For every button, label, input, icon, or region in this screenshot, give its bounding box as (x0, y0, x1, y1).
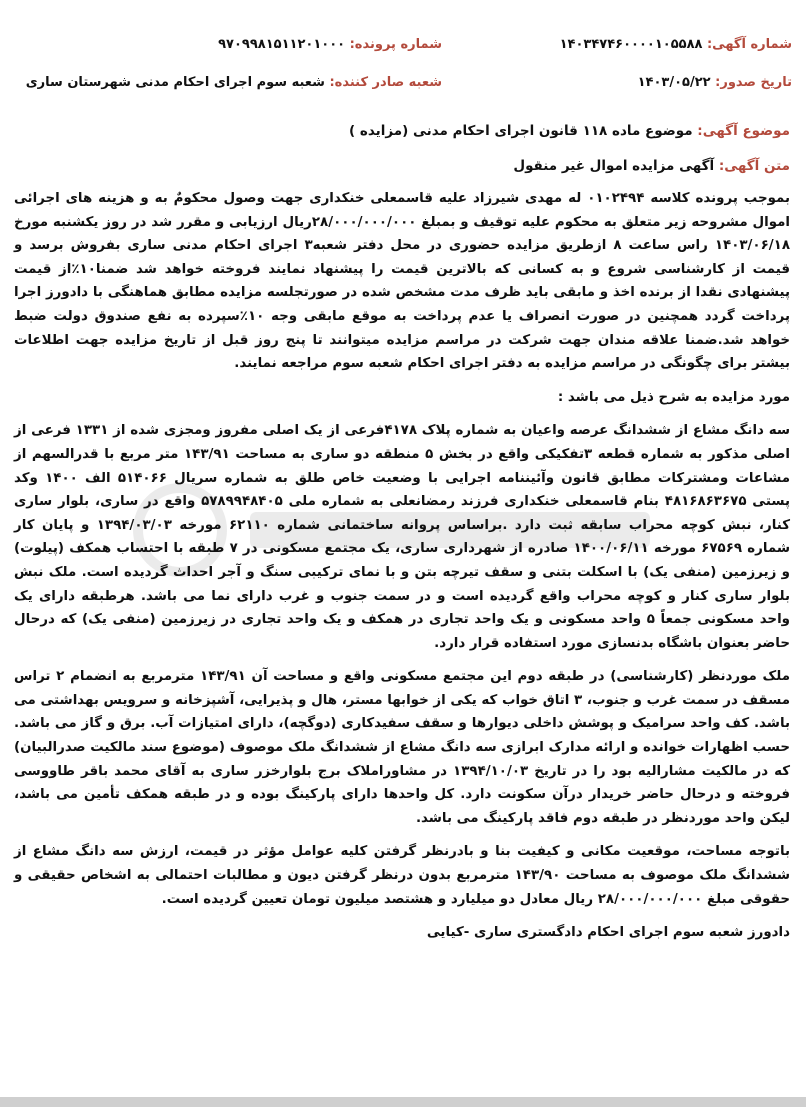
issuer-value: شعبه سوم اجرای احکام مدنی شهرستان ساری (25, 75, 325, 90)
case-number-label: شماره پرونده: (349, 37, 442, 52)
text-header-value: آگهی مزایده اموال غیر منقول (513, 158, 715, 174)
paragraph-valuation: باتوجه مساحت، موقعیت مکانی و کیفیت بنا و بادرنظر گرفتن کلیه عوامل مؤثر در قیمت، ارزش سه دانگ مشاع از ششدانگ ملک موصوف به مساحت ۱۴۳/۹۰ مترمربع بدون درنظر گرفتن دیون و مطالبات احتمالی به اشخاص حقیقی و حقوقی مبلغ ۲۸/۰۰۰/۰۰۰/۰۰۰ ریال معادل دو میلیارد و هشتصد میلیون تومان تعیین گردیده است. (14, 844, 790, 907)
paragraph-unit-details: ملک موردنظر (کارشناسی) در طبقه دوم این مجتمع مسکونی واقع و مساحت آن ۱۴۳/۹۱ مترمربع به انضمام ۲ تراس مسقف در سمت غرب و جنوب، ۳ اتاق خواب که یکی از خوابها مستر، هال و پذیرایی، آشپزخانه و سرویس بهداشتی می باشد. کف واحد سرامیک و پوشش داخلی دیوارها و سقف سفیدکاری (دوگچه)، دارای امتیازات آب. برق و گاز می باشد. حسب اظهارات خوانده و ارائه مدارک ابرازی سه دانگ مشاع از ششدانگ ملک موصوف (موضوع سند مالکیت صدرالبیان) که در مالکیت مشارالیه بود را در تاریخ ۱۳۹۴/۱۰/۰۳ در مشاوراملاک برج بلوارخزر ساری به آقای محمد باقر طاووسی فروخته و درحال حاضر خریدار درآن سکونت دارد. کل واحدها دارای پارکینگ بوده و در طبقه همکف تأمین می باشد، لیکن واحد موردنظر در طبقه دوم فاقد پارکینگ می باشد. (14, 669, 790, 826)
issue-date (638, 70, 792, 96)
case-number-value: ۹۷۰۹۹۸۱۵۱۱۲۰۱۰۰۰ (218, 37, 346, 52)
paragraph-property-description: سه دانگ مشاع از ششدانگ عرصه واعیان به شماره پلاک ۴۱۷۸فرعی از یک اصلی مفروز ومجزی شده از ۱۳۳۱ فرعی از اصلی مذکور به شماره قطعه ۳تفکیکی واقع در بخش ۵ منطقه دو ساری به مساحت ۱۴۳/۹۱ متر مربع با قدرالسهم از مشاعات ومشترکات مطابق قانون وآئیننامه اجرایی با وضعیت خاص طلق به شماره سریال ۵۱۴۰۶۶ الف ۱۴۰۰ وکد پستی ۴۸۱۶۸۶۳۶۷۵ بنام قاسمعلی خنکداری فرزند رمضانعلی به شماره ملی ۵۷۸۹۹۴۸۴۰۵ واقع در ساری، بلوار ساری کنار، نبش کوچه محراب سابقه ثبت دارد .براساس پروانه ساختمانی شماره ۶۲۱۱۰ مورخه ۱۳۹۴/۰۳/۰۳ و پایان کار شماره ۶۷۵۶۹ مورخه ۱۴۰۰/۰۶/۱۱ صادره از شهرداری ساری، یک مجتمع مسکونی در ۷ طبقه با احتساب همکف (پیلوت) و زیرزمین (منفی یک) با اسکلت بتنی و سقف تیرچه بتن و با نمای ترکیبی سنگ و آجر احداث گردیده است. ملک نبش بلوار ساری کنار و کوچه محراب واقع گردیده است و در سمت جنوب و غرب دارای نما می باشد. هرطبقه دارای یک واحد مسکونی جمعاً ۵ واحد مسکونی و یک واحد تجاری در همکف و یک واحد تجاری در زیرزمین (منفی یک) که درحال حاضر بعنوان باشگاه بدنسازی مورد استفاده قرار دارد. (14, 423, 791, 651)
subject-label: موضوع آگهی: (697, 123, 790, 139)
issue-date-label: تاریخ صدور: (715, 75, 792, 90)
issuer-label: شعبه صادر کننده: (329, 75, 442, 90)
header-row-1 (14, 32, 792, 58)
paragraph-intro: بموجب پرونده کلاسه ۰۱۰۲۴۹۴ له مهدی شیرزاد علیه قاسمعلی خنکداری جهت وصول محکومٌ به و هزینه های اجرائی اموال مشروحه زیر متعلق به محکوم علیه توقیف و بمبلغ ۲۸/۰۰۰/۰۰۰/۰۰۰ریال ارزیابی و مقرر شد در روز یکشنبه مورخ ۱۴۰۳/۰۶/۱۸ راس ساعت ۸ ازطریق مزایده حضوری در محل دفتر شعبه۳ اجرای احکام مدنی ساری بفروش برسد و قیمت از کارشناسی شروع و به کسانی که بالاترین قیمت را پیشنهاد نمایند فروخته خواهد شد ضمنا۱۰٪از قیمت پیشنهادی نقدا از برنده اخذ و مابقی باید ظرف مدت مشخص شده در صورتجلسه مزایده مطابق هماهنگی با دادورز اجرا پرداخت گردد همچنین در صورت انصراف یا عدم پرداخت به موقع مابقی وجه ۱۰٪سپرده به نفع صندوق دولت ضبط خواهد شد.ضمنا علاقه مندان جهت شرکت در مراسم مزایده میتوانند تا پنج روز قبل از تاریخ مزایده جهت اطلاعات بیشتر برای چگونگی در مراسم مزایده به دفتر اجرای احکام شعبه سوم مراجعه نمایند. (14, 191, 791, 372)
issuer (26, 70, 442, 96)
text-header-row (16, 154, 790, 178)
case-number (218, 32, 442, 58)
ad-number-value: ۱۴۰۳۴۷۴۶۰۰۰۰۱۰۵۵۸۸ (559, 37, 703, 52)
issue-date-value: ۱۴۰۳/۰۵/۲۲ (637, 75, 711, 90)
ad-number-label: شماره آگهی: (706, 37, 792, 52)
bottom-divider (0, 1097, 806, 1107)
ad-number (560, 32, 792, 58)
header-row-2 (14, 70, 792, 96)
paragraph-signature: دادورز شعبه سوم اجرای احکام دادگستری ساری -کیایی (426, 925, 790, 941)
subject-value: موضوع ماده ۱۱۸ قانون اجرای احکام مدنی (مزایده ) (349, 123, 693, 139)
paragraph-item-heading: مورد مزایده به شرح ذیل می باشد : (557, 389, 790, 405)
notice-body (14, 187, 790, 952)
text-header-label: متن آگهی: (718, 158, 790, 174)
subject-row (16, 119, 790, 143)
